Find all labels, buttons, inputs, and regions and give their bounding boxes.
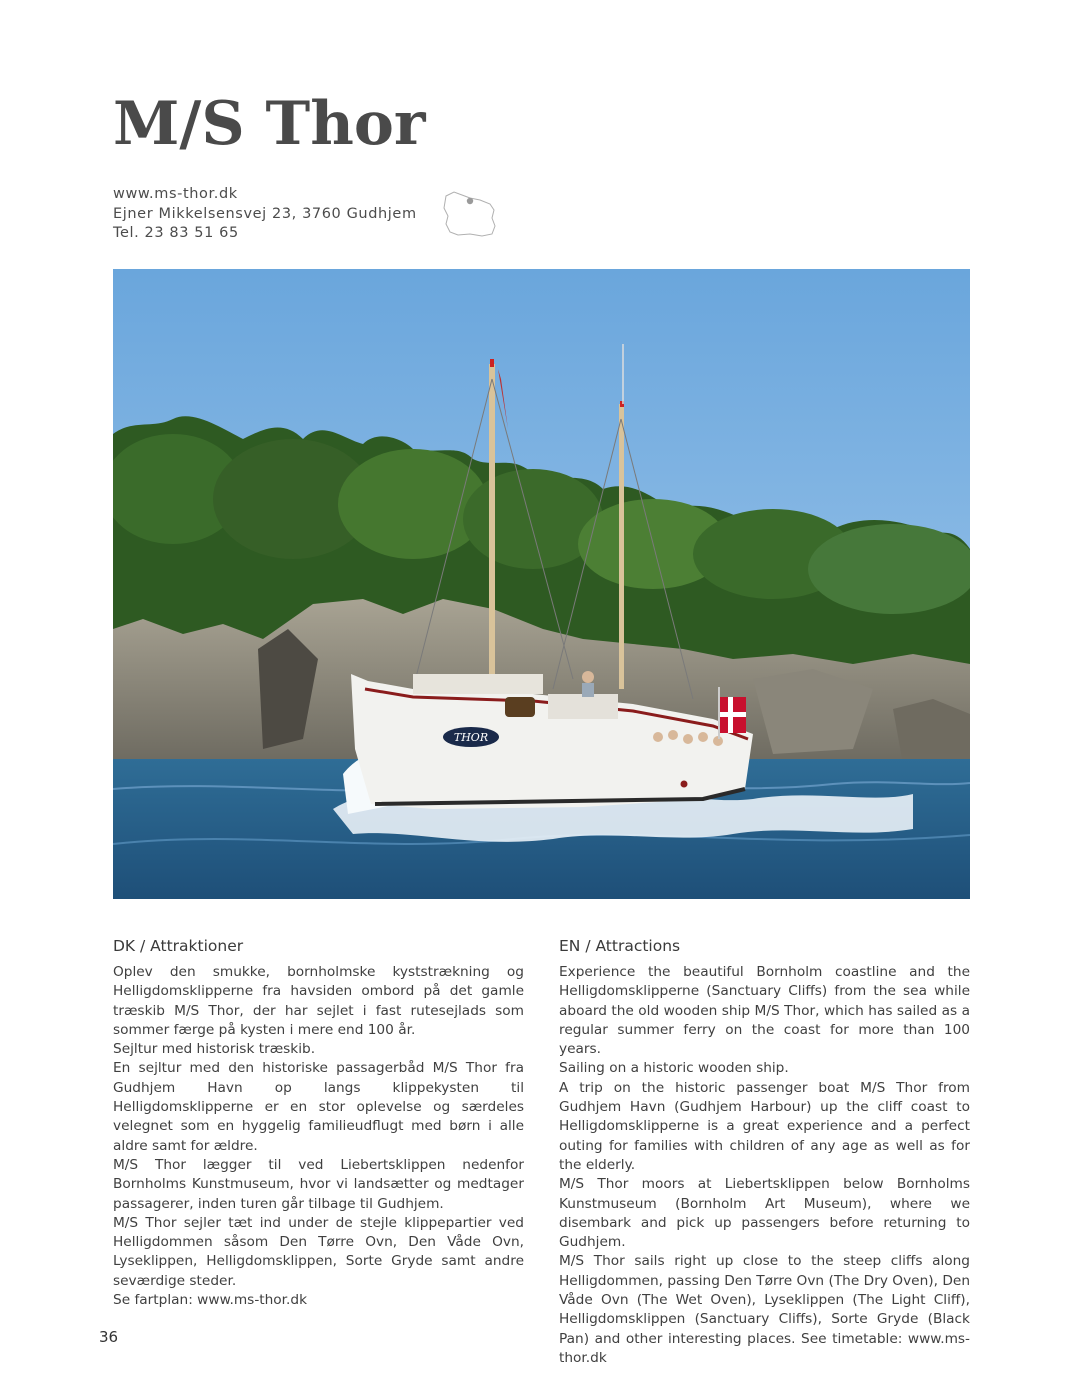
english-column bbox=[559, 935, 970, 1368]
danish-column bbox=[113, 935, 524, 1310]
en-paragraph: M/S Thor moors at Liebertsklippen below Bornholms Kunstmuseum (Bornholm Art Museum), where we disembark and pick up passengers before returning to Gudhjem. bbox=[559, 1176, 970, 1251]
page-title: M/S Thor bbox=[113, 89, 426, 159]
en-paragraph: A trip on the historic passenger boat M/S Thor from Gudhjem Havn (Gudhjem Harbour) up the cliff coast to Helligdomsklipperne is a great experience and a perfect outing for families with children of any age as well as for the elderly. bbox=[559, 1079, 970, 1173]
dk-heading: DK / Attraktioner bbox=[113, 937, 244, 955]
bornholm-map-icon bbox=[440, 186, 500, 242]
contact-info bbox=[113, 185, 417, 244]
dk-paragraph: Oplev den smukke, bornholmske kyststrækning og Helligdomsklipperne fra havsiden ombord på det gamle træskib M/S Thor, der har sejlet i fast rutesejlads som sommer færge på kysten i mere end 100 år. bbox=[113, 964, 524, 1038]
en-heading: EN / Attractions bbox=[559, 937, 681, 955]
phone-number: Tel. 23 83 51 65 bbox=[113, 225, 239, 241]
website-link[interactable]: www.ms-thor.dk bbox=[113, 186, 238, 202]
dk-paragraph: En sejltur med den historiske passagerbåd M/S Thor fra Gudhjem Havn op langs klippekysten til Helligdomsklipperne er en stor oplevelse og særdeles velegnet som en hyggelig familieudflugt med børn i alle aldre samt for ældre. bbox=[113, 1060, 524, 1154]
dk-paragraph: M/S Thor lægger til ved Liebertsklippen nedenfor Bornholms Kunstmuseum, hvor vi landsætter og medtager passagerer, inden turen går tilbage til Gudhjem. bbox=[113, 1156, 524, 1212]
address: Ejner Mikkelsensvej 23, 3760 Gudhjem bbox=[113, 205, 417, 222]
dk-paragraph: M/S Thor sejler tæt ind under de stejle klippepartier ved Helligdommen såsom Den Tørre Ovn, Den Våde Ovn, Lyseklippen, Helligdomsklippen, Sorte Gryde samt andre seværdige steder. bbox=[113, 1214, 524, 1289]
page-number: 36 bbox=[99, 1328, 119, 1346]
dk-paragraph: Sejltur med historisk træskib. bbox=[113, 1041, 316, 1058]
boat-name-plate: THOR bbox=[453, 731, 489, 744]
en-paragraph: Experience the beautiful Bornholm coastline and the Helligdomsklipperne (Sanctuary Cliffs) from the sea while aboard the old wooden ship M/S Thor, which has sailed as a regular summer ferry on the coast for more than 100 years. bbox=[559, 964, 970, 1058]
en-paragraph: Sailing on a historic wooden ship. bbox=[559, 1060, 789, 1077]
dk-paragraph: Se fartplan: www.ms-thor.dk bbox=[113, 1292, 308, 1309]
en-paragraph: M/S Thor sails right up close to the steep cliffs along Helligdommen, passing Den Tørre Ovn (The Dry Oven), Den Våde Ovn (The Wet Oven), Lyseklippen (The Light Cliff), Helligdomsklippen (Sanctuary Cliffs), Sorte Gryde (Black Pan) and other interesting places. See timetable: www.ms-thor.dk bbox=[559, 1253, 970, 1366]
boat-photo bbox=[113, 269, 970, 899]
